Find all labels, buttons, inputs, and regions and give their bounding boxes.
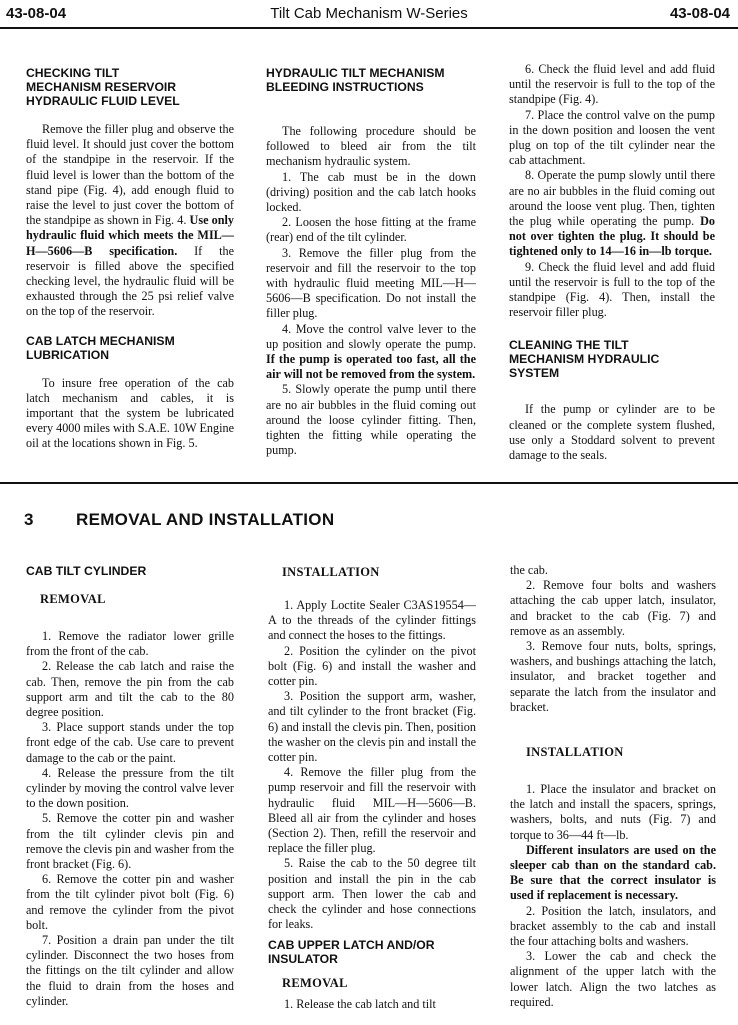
- subheading-latch-installation: INSTALLATION: [526, 745, 624, 760]
- heading-checking-tilt-1: CHECKING TILT: [26, 66, 120, 80]
- removal-step-7: 7. Position a drain pan under the tilt cylinder. Disconnect the two hoses from the fittings on the tilt cylinder and allow the fluid to drain from the hoses and cylinder.: [26, 933, 234, 1008]
- subheading-latch-removal: REMOVAL: [282, 976, 348, 991]
- header-rule: [0, 27, 738, 29]
- heading-bleeding-1: HYDRAULIC TILT MECHANISM: [266, 66, 445, 80]
- subheading-removal: REMOVAL: [40, 592, 106, 606]
- installation-step-1: 1. Apply Loctite Sealer C3AS19554—A to the threads of the cylinder fittings and connect the hoses to the fittings.: [268, 598, 476, 643]
- subheading-installation: INSTALLATION: [282, 565, 380, 579]
- removal-step-3: 3. Place support stands under the top front edge of the cab. Use care to prevent damage to the cab or the paint.: [26, 720, 234, 765]
- removal-step-2: 2. Release the cab latch and raise the cab. Then, remove the pin from the cab support arm and tilt the cab to the 80 degree position.: [26, 659, 234, 720]
- installation-step-3: 3. Position the support arm, washer, and tilt cylinder to the front bracket (Fig. 6) and install the clevis pin. Then, position the washer on the clevis pin and install the cotter pin.: [268, 689, 476, 765]
- heading-upper-latch-1: CAB UPPER LATCH AND/OR: [268, 938, 435, 953]
- latch-installation-step-1: 1. Place the insulator and bracket on the latch and install the spacers, springs, washers, bolts, and nuts (Fig. 7) and torque to 36—44 ft—lb.: [510, 782, 716, 842]
- heading-checking-tilt-2: MECHANISM RESERVOIR: [26, 80, 177, 94]
- top-column-2: [266, 66, 476, 458]
- latch-removal-continued: the cab.: [510, 563, 548, 577]
- top-column-1: [26, 66, 234, 452]
- bottom-column-2: [268, 565, 476, 1013]
- paragraph-lubrication: To insure free operation of the cab latch mechanism and cables, it is important that the system be lubricated every 4000 miles with S.A.E. 10W Engine oil at the locations shown in Fig. 5.: [26, 375, 234, 451]
- heading-cleaning-1: CLEANING THE TILT: [509, 338, 629, 353]
- bleeding-step-5: 5. Slowly operate the pump until there are no air bubbles in the fluid coming out around the loose cylinder fitting. Then, tighten the fitting while operating the pump.: [266, 382, 476, 458]
- heading-cleaning-2: MECHANISM HYDRAULIC: [509, 352, 660, 367]
- page-header-title: Tilt Cab Mechanism W-Series: [270, 5, 468, 22]
- installation-step-5: 5. Raise the cab to the 50 degree tilt position and install the pin in the cab support arm. Then lower the cab and check the cylinder and hose connections for leaks.: [268, 856, 476, 932]
- latch-removal-step-2: 2. Remove four bolts and washers attaching the cab upper latch, insulator, and bracket to the cab (Fig. 7) and remove as an assembly.: [510, 578, 716, 638]
- page-number-left: 43-08-04: [6, 5, 67, 22]
- bleeding-step-3: 3. Remove the filler plug from the reservoir and fill the reservoir to the top with hydraulic fluid meeting MIL—H—5606—B specification. Do not install the filler plug.: [266, 245, 476, 321]
- section-title: REMOVAL AND INSTALLATION: [76, 510, 335, 529]
- section-number: 3: [24, 510, 34, 529]
- heading-cab-latch-1: CAB LATCH MECHANISM: [26, 333, 175, 348]
- bleeding-step-6: 6. Check the fluid level and add fluid until the reservoir is full to the top of the standpipe (Fig. 4).: [509, 62, 715, 107]
- bottom-column-1: [26, 564, 234, 1009]
- latch-removal-step-1: 1. Release the cab latch and tilt: [284, 997, 436, 1012]
- removal-step-1: 1. Remove the radiator lower grille from the front of the cab.: [26, 629, 234, 659]
- removal-step-5: 5. Remove the cotter pin and washer from the tilt cylinder clevis pin and remove the clevis pin and washer from the front bracket (Fig. 6).: [26, 811, 234, 872]
- installation-step-2: 2. Position the cylinder on the pivot bolt (Fig. 6) and install the washer and cotter pin.: [268, 643, 476, 689]
- bleeding-step-4: 4. Move the control valve lever to the up position and slowly operate the pump. If the pump is operated too fast, all the air will not be removed from the system.: [266, 321, 476, 382]
- page-header: [0, 0, 738, 30]
- bleeding-step-1: 1. The cab must be in the down (driving) position and the cab latch hooks locked.: [266, 169, 476, 215]
- bleeding-step-9: 9. Check the fluid level and add fluid until the reservoir is full to the top of the standpipe (Fig. 4). Then, install the reservoir filler plug.: [509, 259, 715, 320]
- removal-step-4: 4. Release the pressure from the tilt cylinder by moving the control valve lever to the down position.: [26, 765, 234, 811]
- removal-step-6: 6. Remove the cotter pin and washer from the tilt cylinder pivot bolt (Fig. 6) and remove the cylinder from the pivot bolt.: [26, 872, 234, 932]
- page-number-right: 43-08-04: [669, 5, 730, 22]
- bottom-column-3: [510, 563, 716, 1010]
- insulator-note: Different insulators are used on the sleeper cab than on the standard cab. Be sure that the correct insulator is used if replacement is necessary.: [510, 842, 716, 903]
- latch-installation-step-2: 2. Position the latch, insulators, and bracket assembly to the cab and install the four attaching bolts and washers.: [510, 903, 716, 949]
- heading-cab-latch-2: LUBRICATION: [26, 347, 110, 362]
- heading-upper-latch-2: INSULATOR: [268, 952, 338, 967]
- installation-step-4: 4. Remove the filler plug from the pump reservoir and fill the reservoir with hydraulic fluid MIL—H—5606—B. Bleed all air from the cylinder and hoses (Section 2). Then, refill the reservoir and replace the filler plug.: [268, 765, 476, 856]
- top-column-3: [509, 62, 715, 463]
- section-rule: [0, 482, 738, 484]
- paragraph-checking-fluid: Remove the filler plug and observe the fluid level. It should just cover the bottom of the standpipe in the reservoir. If the fluid level is lower than the bottom of the stand pipe (Fig. 4), add enough fluid to raise the level to just cover the bottom of the standpipe as shown in Fig. 4. Use only hydraulic fluid which meets the MIL—H—5606—B specification. If the reservoir is filled above the specified checking level, the hydraulic fluid will be exhausted through the 25 psi relief valve on the top of the reservoir.: [26, 122, 234, 319]
- bleeding-step-2: 2. Loosen the hose fitting at the frame (rear) end of the tilt cylinder.: [266, 215, 476, 245]
- latch-removal-step-3: 3. Remove four nuts, bolts, springs, washers, and bushings attaching the latch, insulator, and bracket together and separate the latch from the insulator and bracket.: [510, 639, 716, 714]
- bleeding-intro: The following procedure should be followed to bleed air from the tilt mechanism hydraulic system.: [266, 124, 476, 169]
- heading-cab-tilt-cylinder: CAB TILT CYLINDER: [26, 564, 147, 578]
- heading-cleaning-3: SYSTEM: [509, 366, 560, 381]
- heading-checking-tilt-3: HYDRAULIC FLUID LEVEL: [26, 94, 180, 108]
- bleeding-step-8: 8. Operate the pump slowly until there are no air bubbles in the fluid coming out around the loose vent plug. Then, tighten the plug while operating the pump. Do not over tighten the plug. It should be tightened only to 14—16 in—lb torque.: [509, 168, 715, 259]
- latch-installation-step-3: 3. Lower the cab and check the alignment of the upper latch with the lower latch. Align the two latches as required.: [510, 949, 716, 1009]
- paragraph-cleaning: If the pump or cylinder are to be cleaned or the complete system flushed, use only a Stoddard solvent to prevent damage to the seals.: [509, 402, 715, 463]
- bleeding-step-7: 7. Place the control valve on the pump in the down position and loosen the vent plug on top of the tilt cylinder near the cab attachment.: [509, 107, 715, 168]
- heading-bleeding-2: BLEEDING INSTRUCTIONS: [266, 80, 424, 94]
